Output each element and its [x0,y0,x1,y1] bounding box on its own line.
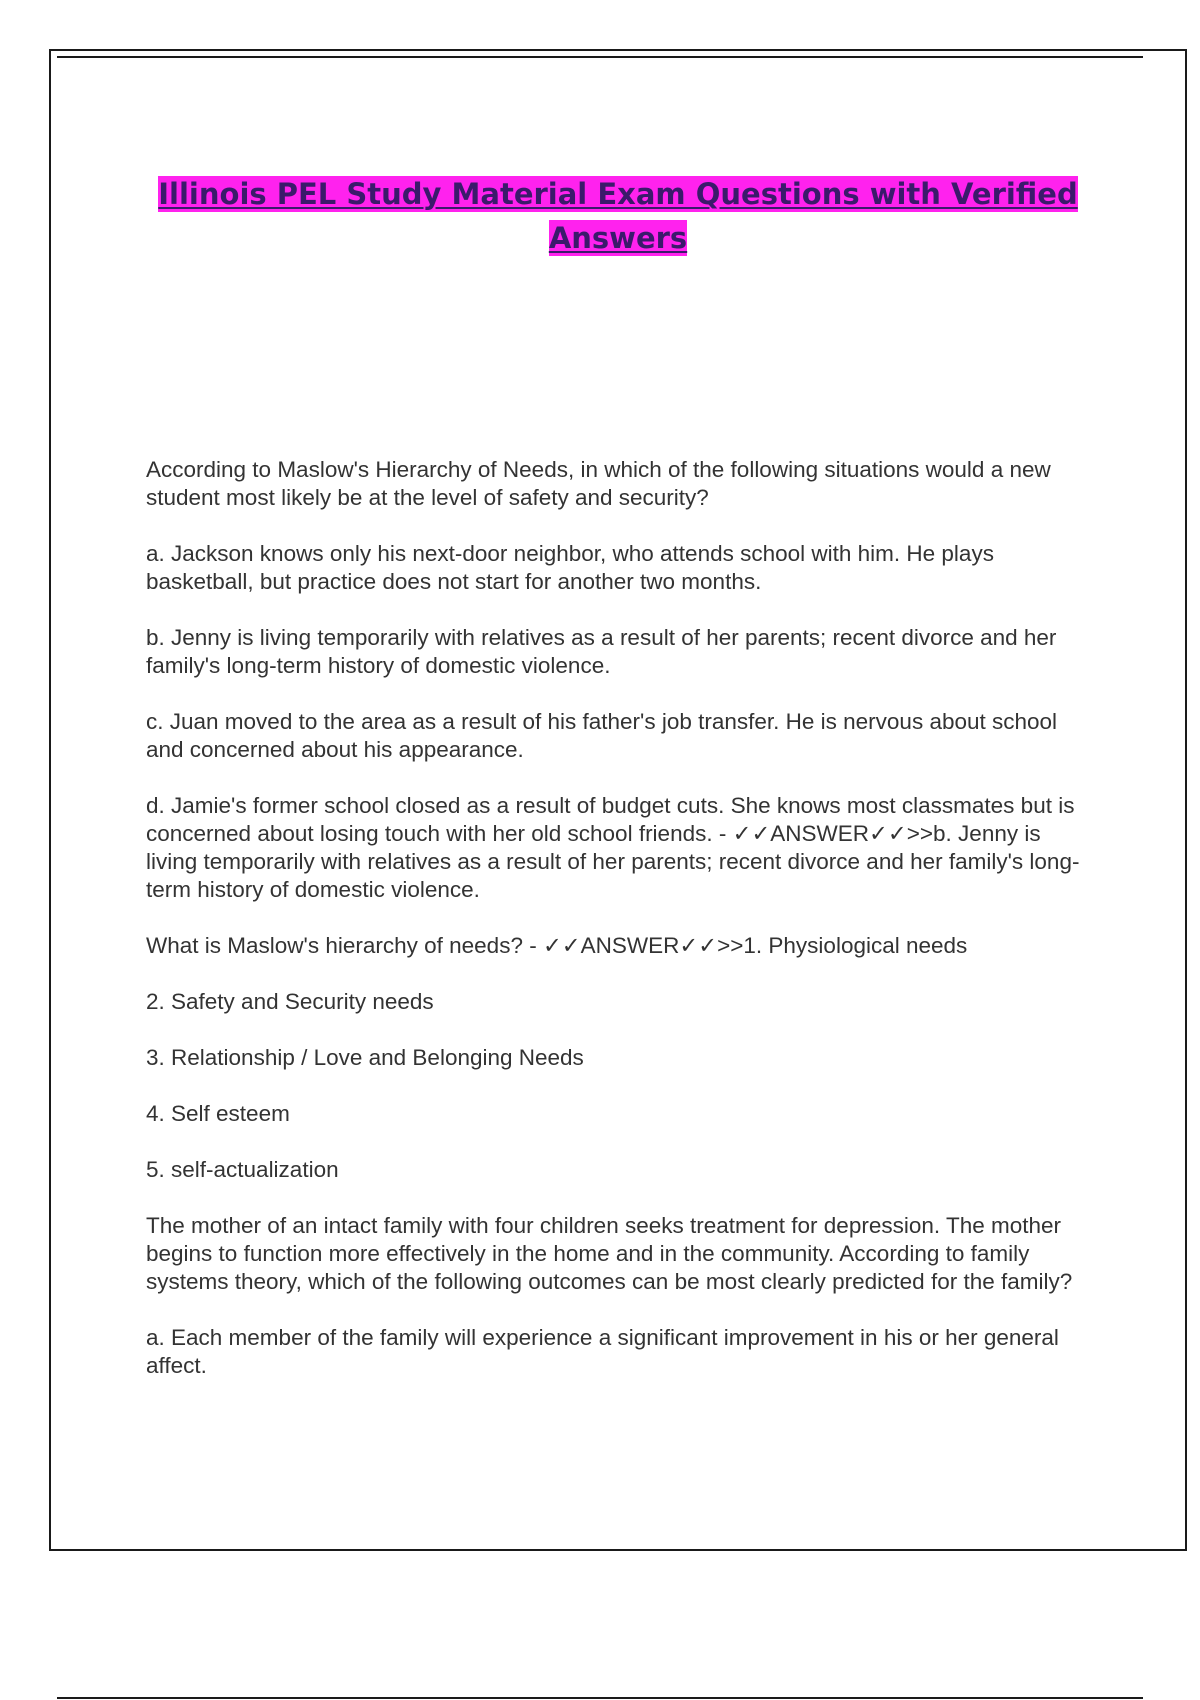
bottom-rule [57,1697,1143,1699]
document-title [120,172,1116,260]
needs-list-item: 4. Self esteem [146,1101,290,1126]
question-3-option-a: a. Each member of the family will experience a significant improvement in his or her general affect. [146,1325,1059,1378]
needs-list-item: 3. Relationship / Love and Belonging Needs [146,1045,584,1070]
document-body [146,456,1096,1408]
needs-list-item: 5. self-actualization [146,1157,339,1182]
question-1-option-d-answer: d. Jamie's former school closed as a result of budget cuts. She knows most classmates but is concerned about losing touch with her old school friends. - ✓✓ANSWER✓✓>>b. Jenny is living temporarily with relatives as a result of her parents; recent divorce and her family's long-term history of domestic violence. [146,793,1080,902]
needs-list-item: 2. Safety and Security needs [146,989,434,1014]
question-2-answer: What is Maslow's hierarchy of needs? - ✓✓ANSWER✓✓>>1. Physiological needs [146,933,968,958]
question-3-text: The mother of an intact family with four children seeks treatment for depression. The mother begins to function more effectively in the home and in the community. According to family systems theory, which of the following outcomes can be most clearly predicted for the family? [146,1213,1073,1294]
question-1-text: According to Maslow's Hierarchy of Needs, in which of the following situations would a new student most likely be at the level of safety and security? [146,457,1051,510]
title-line-2: Answers [548,221,688,255]
question-1-option-a: a. Jackson knows only his next-door neighbor, who attends school with him. He plays basketball, but practice does not start for another two months. [146,541,994,594]
question-1-option-b: b. Jenny is living temporarily with relatives as a result of her parents; recent divorce and her family's long-term history of domestic violence. [146,625,1057,678]
top-rule [57,56,1143,58]
question-1-option-c: c. Juan moved to the area as a result of his father's job transfer. He is nervous about school and concerned about his appearance. [146,709,1058,762]
title-line-1: Illinois PEL Study Material Exam Questions with Verified [158,177,1078,211]
